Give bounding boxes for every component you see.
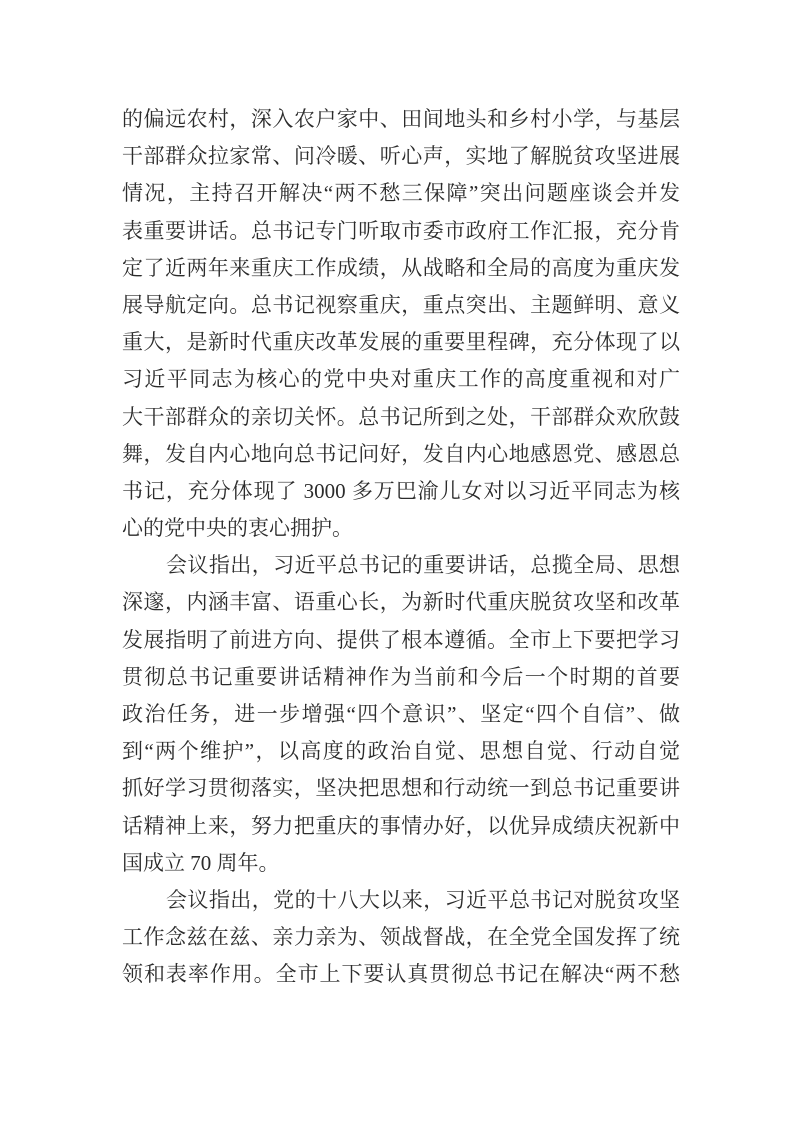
text-line: 国成立 70 周年。: [122, 850, 280, 875]
text-line: 到“两个维护”，以高度的政治自觉、思想自觉、行动自觉: [122, 739, 680, 764]
document-text-block: [122, 101, 680, 994]
paragraph-3: [122, 882, 680, 994]
text-line: 定了近两年来重庆工作成绩，从战略和全局的高度为重庆发: [122, 255, 680, 280]
text-line: 情况，主持召开解决“两不愁三保障”突出问题座谈会并发: [122, 181, 680, 206]
text-line: 话精神上来，努力把重庆的事情办好，以优异成绩庆祝新中: [122, 813, 680, 838]
text-line: 的偏远农村，深入农户家中、田间地头和乡村小学，与基层: [122, 107, 680, 131]
text-line: 展导航定向。总书记视察重庆，重点突出、主题鲜明、意义: [122, 292, 680, 317]
paragraph-2: [122, 547, 680, 882]
text-line: 会议指出，党的十八大以来，习近平总书记对脱贫攻坚: [166, 887, 680, 912]
text-line: 会议指出，习近平总书记的重要讲话，总揽全局、思想: [166, 553, 680, 578]
text-line: 书记，充分体现了 3000 多万巴渝儿女对以习近平同志为核: [122, 478, 680, 503]
text-line: 习近平同志为核心的党中央对重庆工作的高度重视和对广: [122, 367, 680, 392]
text-line: 深邃，内涵丰富、语重心长，为新时代重庆脱贫攻坚和改革: [122, 590, 680, 615]
text-line: 重大，是新时代重庆改革发展的重要里程碑，充分体现了以: [122, 330, 680, 355]
text-line: 抓好学习贯彻落实，坚决把思想和行动统一到总书记重要讲: [122, 776, 680, 801]
text-line: 大干部群众的亲切关怀。总书记所到之处，干部群众欢欣鼓: [122, 404, 680, 429]
paragraph-1: [122, 101, 680, 547]
text-line: 发展指明了前进方向、提供了根本遵循。全市上下要把学习: [122, 627, 680, 652]
text-line: 政治任务，进一步增强“四个意识”、坚定“四个自信”、做: [122, 702, 680, 726]
text-line: 领和表率作用。全市上下要认真贯彻总书记在解决“两不愁: [122, 962, 680, 987]
text-line: 心的党中央的衷心拥护。: [122, 516, 353, 541]
text-line: 表重要讲话。总书记专门听取市委市政府工作汇报，充分肯: [122, 218, 680, 243]
text-line: 舞，发自内心地向总书记问好，发自内心地感恩党、感恩总: [122, 441, 680, 466]
text-line: 工作念兹在兹、亲力亲为、领战督战，在全党全国发挥了统: [122, 925, 680, 950]
text-line: 贯彻总书记重要讲话精神作为当前和今后一个时期的首要: [122, 664, 680, 689]
text-line: 干部群众拉家常、问冷暖、听心声，实地了解脱贫攻坚进展: [122, 144, 680, 169]
